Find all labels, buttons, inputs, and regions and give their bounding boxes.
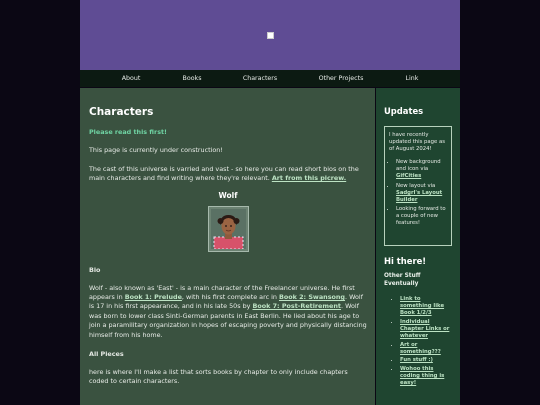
bio-text: . Wolf is 17 in his first appearance, and in his late 50s by [89, 293, 363, 311]
book-7-link[interactable]: Book 7: Post-Retirement [252, 302, 341, 311]
bio-text: . Wolf was born to lower class Sinti-German parents in East Berlin. He lied about his age to join a paramilitary organization in hopes of escaping poverty and physically distancing himself from his home. [89, 302, 367, 339]
site-header [80, 0, 460, 70]
character-portrait [208, 206, 249, 252]
other-stuff-heading: Other Stuff Eventually [384, 273, 421, 287]
update-text: Looking forward to a couple of new features! [396, 205, 446, 227]
construction-notice: This page is currently under construction! [89, 146, 223, 155]
gifcities-link[interactable]: GifCities [396, 173, 422, 180]
all-pieces-heading: All Pieces [89, 350, 124, 359]
character-name: Wolf [218, 190, 238, 200]
bio-paragraph [89, 284, 367, 340]
broken-image-icon [267, 32, 274, 39]
portrait-image [211, 209, 246, 249]
update-item [396, 206, 447, 227]
nav-other-projects[interactable]: Other Projects [318, 75, 364, 82]
updates-title: Updates [384, 106, 424, 116]
site-frame [80, 0, 460, 405]
update-item [396, 183, 447, 204]
list-item [400, 357, 452, 364]
update-text: New background and icon via [396, 159, 441, 173]
nav-about[interactable]: About [121, 75, 141, 82]
other-stuff-link[interactable]: Fun stuff :) [400, 357, 433, 364]
main-content [80, 88, 375, 405]
nav-books[interactable]: Books [182, 75, 202, 82]
intro-paragraph [89, 165, 367, 184]
other-stuff-link[interactable]: Wohoo this coding thing is easy! [400, 365, 445, 387]
list-item [400, 342, 452, 356]
update-text: New layout via [396, 182, 436, 189]
other-stuff-link[interactable]: Art or something??? [400, 341, 441, 355]
list-item [400, 366, 452, 387]
updates-intro: I have recently updated this page as of August 2024! [389, 132, 445, 153]
updates-box[interactable] [384, 126, 452, 246]
hi-there-title: Hi there! [384, 256, 427, 266]
all-pieces-text: here is where I'll make a list that sorts books by chapter to only include chapters coded to certain characters. [89, 368, 348, 386]
updates-list [389, 159, 447, 227]
book-1-link[interactable]: Book 1: Prelude [124, 293, 182, 302]
nav-bar [80, 70, 460, 87]
intro-text: The cast of this universe is varried and vast - so here you can read short bios on the main characters and find writing where they're relevant. [89, 164, 359, 183]
bio-text: Wolf - also known as 'East' - is a main character of the Freelancer universe. He first appears in [89, 283, 355, 302]
list-item [400, 319, 452, 340]
picrew-link[interactable]: Art from this picrew. [271, 174, 347, 183]
bio-text: , with his first complete arc in [181, 293, 279, 302]
page-title: Characters [89, 106, 154, 118]
update-item [396, 159, 447, 180]
other-stuff-list [384, 296, 452, 387]
bio-heading: Bio [89, 265, 101, 274]
nav-characters[interactable]: Characters [242, 75, 278, 82]
other-stuff-link[interactable]: Link to something like Book 1/2/3 [400, 296, 445, 317]
book-2-link[interactable]: Book 2: Swansong [278, 293, 346, 302]
sidebar [376, 88, 460, 405]
other-stuff-link[interactable]: Individual Chapter Links or whatever [400, 318, 450, 339]
read-first-notice: Please read this first! [89, 128, 167, 136]
layout-builder-link[interactable]: Sadgrl's Layout Builder [396, 189, 443, 203]
list-item [400, 296, 452, 317]
nav-link[interactable]: Link [405, 75, 419, 82]
